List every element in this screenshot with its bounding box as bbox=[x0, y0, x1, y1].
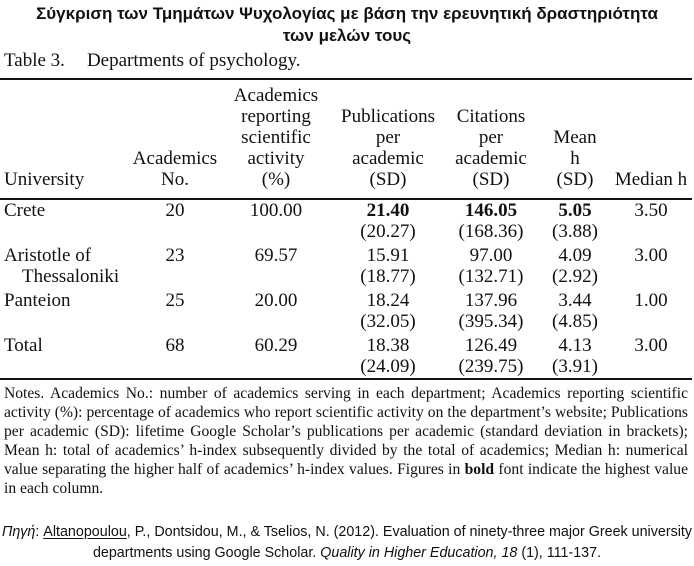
greek-title-line-2: των μελών τους bbox=[282, 26, 412, 45]
cell-citations: 137.96 (395.34) bbox=[458, 290, 524, 332]
cell-reporting: 20.00 bbox=[254, 290, 298, 311]
table-notes: Notes. Academics No.: number of academics serving in each department; Academics reporting scientific activity (%): percentage of academics who report scientific activity on the department’s website; Publications per academic (SD): lifetime Google Scholar’s publications per academic (standard deviation in brackets); Mean h: total of academics’ h-index subsequently divided by the total of academics; Median h: numerical value separating the higher half of academics’ h-index values. Figures in bold font indicate the highest value in each column. bbox=[4, 385, 688, 497]
cell-reporting: 60.29 bbox=[254, 335, 298, 356]
cell-citations: 97.00 (132.71) bbox=[458, 245, 524, 287]
cell-publications: 15.91 (18.77) bbox=[360, 245, 416, 287]
cell-academics: 20 bbox=[165, 200, 185, 221]
table-row-total bbox=[0, 335, 692, 380]
header-academics-no: Academics No. bbox=[132, 148, 218, 190]
table-caption-label: Table 3. bbox=[4, 50, 65, 71]
header-median-h: Median h bbox=[614, 169, 688, 190]
table-row bbox=[0, 245, 692, 290]
cell-citations: 146.05 (168.36) bbox=[458, 200, 524, 242]
source-first-author: Altanopoulou bbox=[43, 524, 127, 540]
cell-citations: 126.49 (239.75) bbox=[458, 335, 524, 377]
cell-university: Aristotle of Thessaloniki bbox=[4, 245, 120, 287]
cell-publications: 18.24 (32.05) bbox=[360, 290, 416, 332]
cell-median-h: 1.00 bbox=[634, 290, 668, 311]
cell-publications: 18.38 (24.09) bbox=[360, 335, 416, 377]
cell-mean-h: 5.05 (3.88) bbox=[552, 200, 598, 242]
table-row bbox=[0, 290, 692, 335]
top-rule bbox=[0, 78, 692, 80]
departments-table bbox=[0, 82, 692, 380]
cell-university: Panteion bbox=[4, 290, 71, 311]
cell-median-h: 3.50 bbox=[634, 200, 668, 221]
notes-bold-word: bold bbox=[464, 461, 495, 478]
header-citations: Citations per academic (SD) bbox=[455, 106, 527, 190]
cell-mean-h: 3.44 (4.85) bbox=[552, 290, 598, 332]
header-university: University bbox=[4, 169, 85, 190]
header-mean-h: Mean h (SD) bbox=[553, 127, 597, 190]
source-citation: Πηγή: Altanopoulou, P., Dontsidou, M., & Tselios, N. (2012). Evaluation of ninety-three major Greek university departments using Google Scholar. Quality in Higher Education, 18 (1), 111-137. bbox=[1, 524, 693, 561]
cell-median-h: 3.00 bbox=[634, 245, 668, 266]
header-academics-reporting: Academics reporting scientific activity (%) bbox=[233, 85, 319, 190]
cell-academics: 23 bbox=[165, 245, 185, 266]
cell-median-h: 3.00 bbox=[634, 335, 668, 356]
cell-publications: 21.40 (20.27) bbox=[360, 200, 416, 242]
source-journal: Quality in Higher Education, 18 bbox=[320, 545, 518, 561]
cell-mean-h: 4.09 (2.92) bbox=[552, 245, 598, 287]
cell-academics: 25 bbox=[165, 290, 185, 311]
cell-mean-h: 4.13 (3.91) bbox=[552, 335, 598, 377]
cell-university: Total bbox=[4, 335, 43, 356]
cell-reporting: 100.00 bbox=[249, 200, 303, 221]
cell-reporting: 69.57 bbox=[254, 245, 298, 266]
cell-academics: 68 bbox=[165, 335, 185, 356]
table-caption-text: Departments of psychology. bbox=[86, 50, 301, 71]
header-publications: Publications per academic (SD) bbox=[341, 106, 435, 190]
table-caption bbox=[4, 50, 300, 72]
greek-title-line-1: Σύγκριση των Τμημάτων Ψυχολογίας με βάση την ερευνητική δραστηριότητα bbox=[36, 4, 658, 23]
cell-university: Crete bbox=[4, 200, 46, 221]
table-header-row bbox=[0, 82, 692, 194]
table-row bbox=[0, 194, 692, 245]
source-label: Πηγή bbox=[1, 524, 36, 540]
